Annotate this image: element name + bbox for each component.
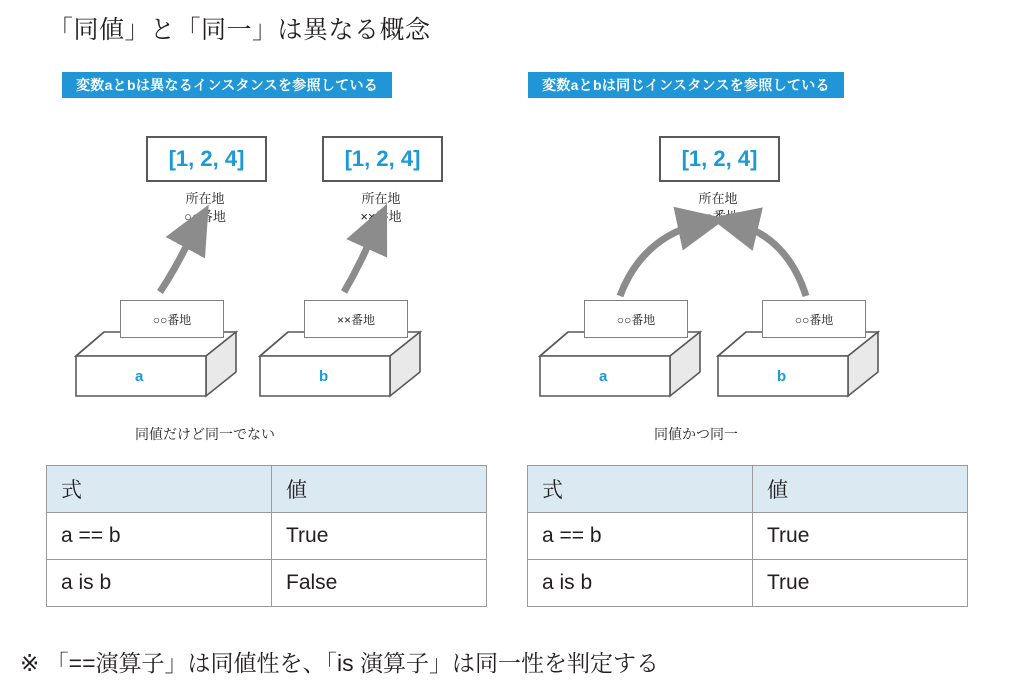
crate-right-a-letter: a: [599, 368, 608, 385]
table-left-cell-value-2: False: [272, 560, 487, 607]
arrow-right-b: [736, 224, 806, 296]
table-row: [528, 560, 968, 607]
address-label-right-line2: ○○番地: [697, 208, 739, 224]
arrow-left-a: [160, 228, 196, 292]
address-label-left-b-line1: 所在地: [361, 191, 401, 206]
table-row: [47, 560, 487, 607]
address-label-left-b: [336, 190, 426, 225]
table-header-row: [47, 466, 487, 513]
table-right-header-expr: 式: [528, 466, 753, 513]
table-right-cell-expr-2: a is b: [528, 560, 753, 607]
table-left: [46, 465, 487, 607]
crate-left-b: [258, 330, 428, 402]
table-left-cell-expr-1: a == b: [47, 513, 272, 560]
arrow-right-a: [620, 224, 700, 296]
address-label-left-a-line2: ○○番地: [184, 208, 226, 224]
crate-left-a-letter: a: [135, 368, 144, 385]
crate-right-a-shape: [538, 330, 708, 402]
crate-right-b-letter: b: [777, 368, 787, 385]
note-card-right-a: ○○番地: [584, 300, 688, 338]
table-row: [47, 513, 487, 560]
address-label-left-b-line2: ××番地: [360, 208, 402, 224]
table-right-cell-expr-1: a == b: [528, 513, 753, 560]
table-header-row: [528, 466, 968, 513]
caption-right: 同値かつ同一: [654, 426, 738, 442]
crate-left-a: [74, 330, 244, 402]
table-right-cell-value-1: True: [753, 513, 968, 560]
table-left-cell-expr-2: a is b: [47, 560, 272, 607]
table-left-header-value: 値: [272, 466, 487, 513]
crate-left-a-shape: [74, 330, 244, 402]
crate-right-b: [716, 330, 886, 402]
table-right: [527, 465, 968, 607]
crate-left-b-letter: b: [319, 368, 329, 385]
value-box-left-b: [1, 2, 4]: [322, 136, 443, 182]
crate-left-b-shape: [258, 330, 428, 402]
arrow-left-b: [344, 228, 376, 292]
note-card-right-b: ○○番地: [762, 300, 866, 338]
address-label-right: [673, 190, 763, 225]
section-header-left: 変数aとbは異なるインスタンスを参照している: [62, 72, 392, 98]
footnote: ※ 「==演算子」は同値性を、「is 演算子」は同一性を判定する: [20, 650, 660, 676]
page-title: 「同値」と「同一」は異なる概念: [48, 16, 431, 44]
address-label-right-line1: 所在地: [698, 191, 738, 206]
table-right-header-value: 値: [753, 466, 968, 513]
caption-left: 同値だけど同一でない: [135, 426, 275, 442]
table-left-header-expr: 式: [47, 466, 272, 513]
note-card-left-a: ○○番地: [120, 300, 224, 338]
crate-right-b-shape: [716, 330, 886, 402]
note-card-left-b: ××番地: [304, 300, 408, 338]
address-label-left-a-line1: 所在地: [185, 191, 225, 206]
crate-right-a: [538, 330, 708, 402]
table-left-cell-value-1: True: [272, 513, 487, 560]
table-row: [528, 513, 968, 560]
address-label-left-a: [160, 190, 250, 225]
value-box-right: [1, 2, 4]: [659, 136, 780, 182]
value-box-left-a: [1, 2, 4]: [146, 136, 267, 182]
section-header-right: 変数aとbは同じインスタンスを参照している: [528, 72, 844, 98]
table-right-cell-value-2: True: [753, 560, 968, 607]
